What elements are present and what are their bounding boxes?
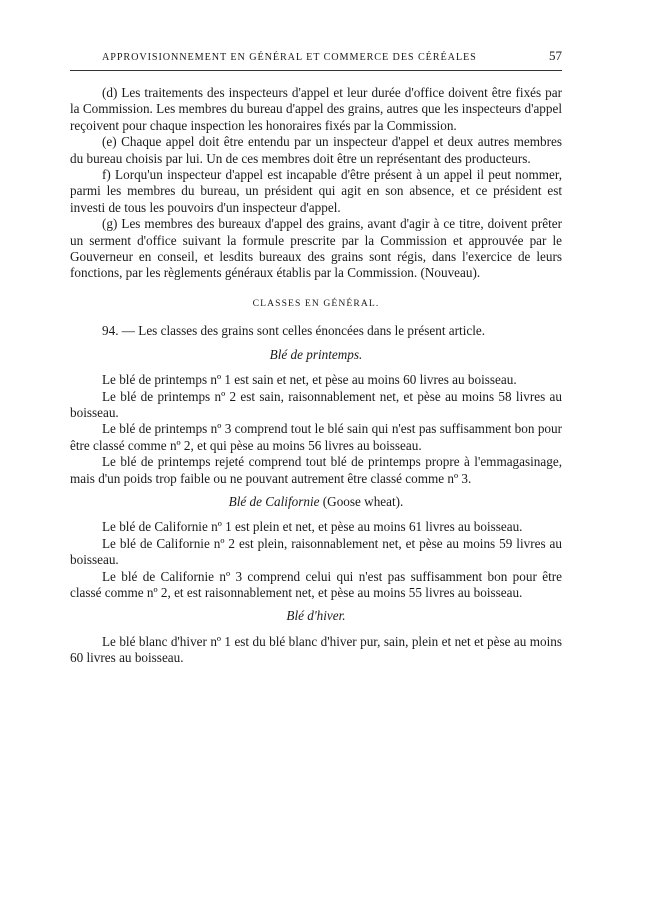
california-wheat-title (70, 494, 562, 510)
winter-wheat-grade-1: Le blé blanc d'hiver nº 1 est du blé blanc d'hiver pur, sain, plein et net et pèse au moins 60 livres au boisseau. (70, 633, 562, 666)
spring-wheat-grade-2: Le blé de printemps nº 2 est sain, raisonnablement net, et pèse au moins 58 livres au boisseau. (70, 388, 562, 420)
california-wheat-grade-3: Le blé de Californie nº 3 comprend celui qui n'est pas suffisamment bon pour être classé comme nº 2, et est raisonnablement net, et pèse au moins 55 livres au boisseau. (70, 568, 562, 600)
paragraph-e: (e) Chaque appel doit être entendu par un inspecteur d'appel et deux autres membres du bureau choisis par lui. Un de ces membres doit être un représentant des producteurs. (70, 134, 562, 166)
document-page (70, 48, 562, 667)
page-number: 57 (549, 48, 562, 63)
body-text (70, 85, 562, 667)
running-head: APPROVISIONNEMENT EN GÉNÉRAL ET COMMERCE DES CÉRÉALES (102, 52, 477, 63)
spring-wheat-rejected: Le blé de printemps rejeté comprend tout blé de printemps propre à l'emmagasinage, mais d'un poids trop faible ou ne pouvant autrement être classé comme nº 3. (70, 454, 562, 486)
spring-wheat-title: Blé de printemps. (269, 346, 363, 362)
paragraph-f: f) Lorqu'un inspecteur d'appel est incapable d'être présent à un appel il peut nommer, parmi les membres du bureau, un président qui agit en son absence, et ce président est investi de tous les pouvoirs d'un inspecteur d'appel. (70, 167, 562, 215)
california-wheat-grade-1: Le blé de Californie nº 1 est plein et net, et pèse au moins 61 livres au boisseau. (102, 519, 523, 535)
page-header (70, 48, 562, 71)
winter-wheat-title: Blé d'hiver. (286, 608, 346, 624)
spring-wheat-grade-3: Le blé de printemps nº 3 comprend tout le blé sain qui n'est pas suffisamment bon pour être classé comme nº 2, et qui pèse au moins 56 livres au boisseau. (70, 421, 562, 453)
paragraph-d: (d) Les traitements des inspecteurs d'appel et leur durée d'office doivent être fixés par la Commission. Les membres du bureau d'appel des grains, autres que les inspecteurs d'appel reçoivent pour chaque inspection les honoraires fixés par la Commission. (70, 85, 562, 133)
california-wheat-title-main: Blé de Californie (228, 493, 320, 509)
article-94: 94. — Les classes des grains sont celles énoncées dans le présent article. (102, 323, 486, 339)
section-title: CLASSES EN GÉNÉRAL. (252, 297, 380, 309)
spring-wheat-grade-1: Le blé de printemps nº 1 est sain et net, et pèse au moins 60 livres au boisseau. (102, 372, 517, 388)
california-wheat-grade-2: Le blé de Californie nº 2 est plein, raisonnablement net, et pèse au moins 59 livres au boisseau. (70, 535, 562, 568)
california-wheat-title-suffix: (Goose wheat). (319, 493, 404, 509)
paragraph-g: (g) Les membres des bureaux d'appel des grains, avant d'agir à ce titre, doivent prêter un serment d'office suivant la formule prescrite par la Commission et approuvée par le Gouverneur en conseil, et lesdits bureaux des grains sont régis, dans l'exercice de leurs fonctions, par les règlements généraux établis par la Commission. (Nouveau). (70, 216, 562, 281)
